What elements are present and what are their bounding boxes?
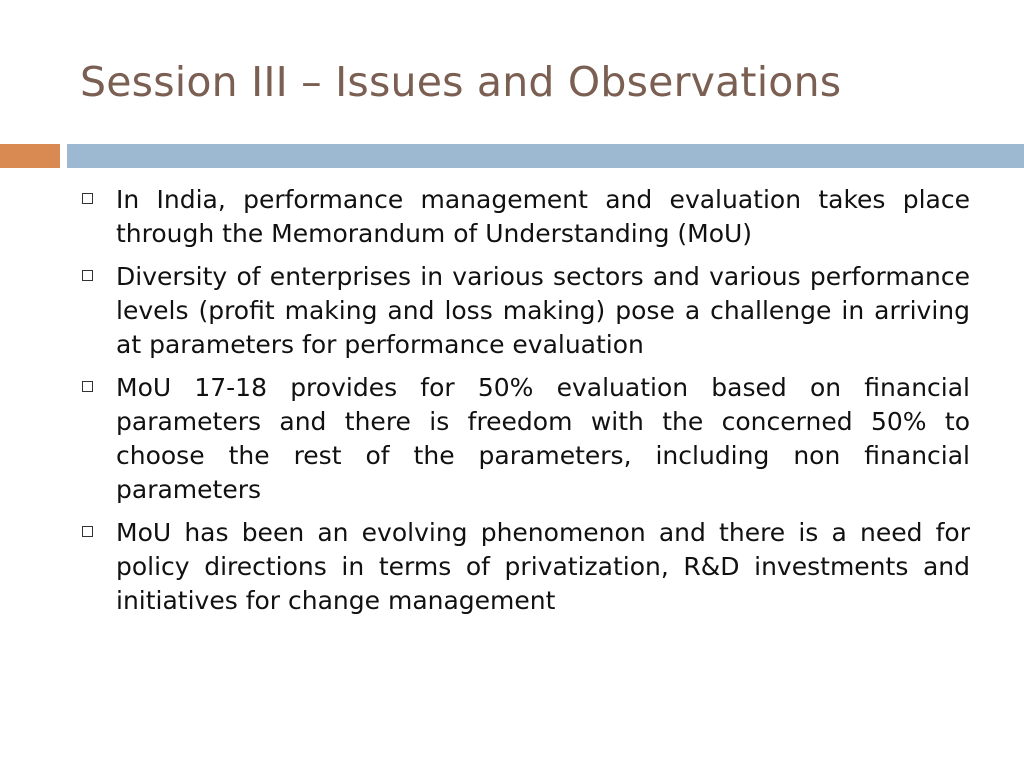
- bullet-list: [80, 183, 970, 627]
- title-accent-bar-orange: [0, 144, 60, 168]
- bullet-item: [80, 371, 970, 507]
- slide-title: Session III – Issues and Observations: [80, 58, 842, 106]
- bullet-text: MoU has been an evolving phenomenon and there is a need for policy directions in terms of privatization, R&D investments and initiatives for change management: [116, 518, 970, 615]
- bullet-item: [80, 183, 970, 251]
- square-bullet-icon: [82, 526, 93, 537]
- square-bullet-icon: [82, 193, 93, 204]
- square-bullet-icon: [82, 270, 93, 281]
- bullet-item: [80, 516, 970, 618]
- bullet-text: MoU 17-18 provides for 50% evaluation based on financial parameters and there is freedom with the concerned 50% to choose the rest of the parameters, including non financial parameters: [116, 373, 970, 504]
- bullet-text: Diversity of enterprises in various sectors and various performance levels (profit making and loss making) pose a challenge in arriving at parameters for performance evaluation: [116, 262, 970, 359]
- bullet-text: In India, performance management and evaluation takes place through the Memorandum of Understanding (MoU): [116, 185, 970, 248]
- square-bullet-icon: [82, 381, 93, 392]
- bullet-item: [80, 260, 970, 362]
- title-accent-bar-blue: [67, 144, 1024, 168]
